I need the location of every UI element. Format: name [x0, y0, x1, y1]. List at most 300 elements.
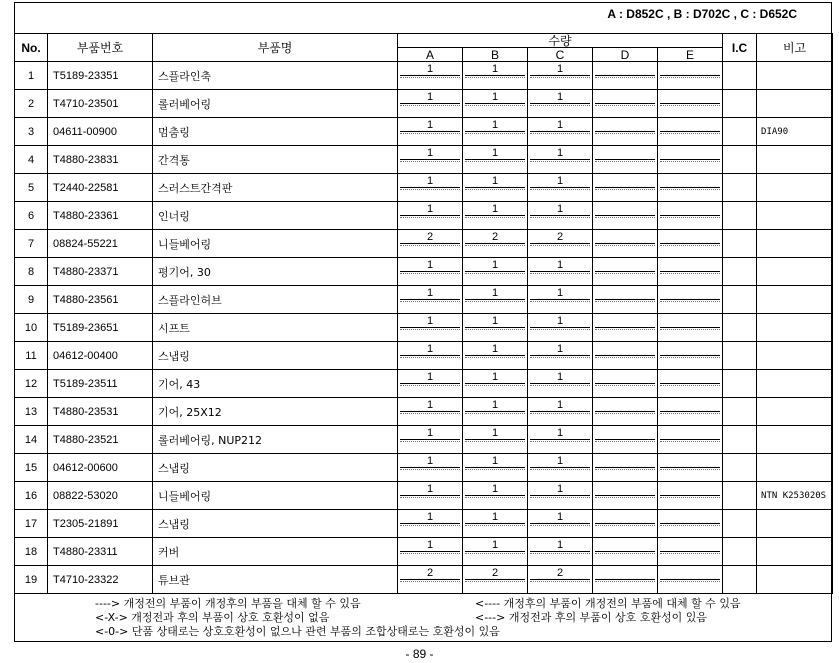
qty-underline	[400, 271, 460, 272]
ic-cell	[723, 118, 757, 146]
qty-dotted-line	[530, 525, 590, 526]
qty-cell-a	[398, 454, 463, 482]
qty-underline	[660, 159, 720, 160]
qty-underline	[465, 159, 525, 160]
row-no-cell: 7	[15, 230, 48, 258]
row-no-cell: 16	[15, 482, 48, 510]
qty-value: 1	[491, 203, 499, 215]
qty-dotted-line	[530, 217, 590, 218]
qty-value: 1	[556, 91, 564, 103]
row-no-cell: 2	[15, 90, 48, 118]
part-name-cell: 인너링	[153, 202, 398, 230]
remark-cell	[757, 258, 833, 286]
table-row	[15, 454, 833, 482]
qty-dotted-line	[595, 469, 655, 470]
header-ic: I.C	[723, 34, 757, 62]
qty-cell-e	[658, 342, 723, 370]
row-no-cell: 19	[15, 566, 48, 594]
qty-value: 1	[491, 63, 499, 75]
part-number-cell: T4880-23561	[48, 286, 153, 314]
qty-cell-b	[463, 230, 528, 258]
qty-value: 2	[426, 231, 434, 243]
header-remark: 비고	[757, 34, 833, 62]
row-no-cell: 5	[15, 174, 48, 202]
qty-dotted-line	[660, 329, 720, 330]
qty-cell-e	[658, 202, 723, 230]
qty-dotted-line	[660, 161, 720, 162]
remark-cell	[757, 566, 833, 594]
qty-cell-c	[528, 146, 593, 174]
qty-value: 1	[426, 175, 434, 187]
qty-cell-c	[528, 510, 593, 538]
qty-dotted-line	[400, 413, 460, 414]
qty-value: 1	[556, 455, 564, 467]
qty-underline	[465, 523, 525, 524]
qty-underline	[595, 495, 655, 496]
qty-dotted-line	[530, 329, 590, 330]
qty-dotted-line	[530, 357, 590, 358]
qty-value: 1	[556, 483, 564, 495]
qty-value: 1	[556, 511, 564, 523]
qty-dotted-line	[660, 273, 720, 274]
qty-value: 1	[491, 539, 499, 551]
qty-value: 1	[491, 483, 499, 495]
qty-dotted-line	[400, 329, 460, 330]
qty-dotted-line	[530, 161, 590, 162]
header-no: No.	[15, 34, 48, 62]
qty-value: 1	[426, 315, 434, 327]
qty-dotted-line	[400, 525, 460, 526]
qty-underline	[530, 495, 590, 496]
qty-dotted-line	[530, 133, 590, 134]
part-number-cell: 04612-00600	[48, 454, 153, 482]
row-no-cell: 8	[15, 258, 48, 286]
qty-cell-e	[658, 482, 723, 510]
ic-cell	[723, 454, 757, 482]
part-name-cell: 평기어, 30	[153, 258, 398, 286]
qty-underline	[660, 327, 720, 328]
qty-dotted-line	[530, 553, 590, 554]
qty-dotted-line	[400, 105, 460, 106]
qty-value: 1	[556, 399, 564, 411]
qty-cell-d	[593, 370, 658, 398]
qty-dotted-line	[465, 357, 525, 358]
part-name-cell: 롤러베어링, NUP212	[153, 426, 398, 454]
qty-cell-c	[528, 62, 593, 90]
legend-line: <---> 개정전과 후의 부품이 상호 호환성이 있음	[475, 611, 707, 624]
qty-value: 1	[556, 203, 564, 215]
part-number-cell: T5189-23511	[48, 370, 153, 398]
qty-cell-d	[593, 314, 658, 342]
table-row	[15, 118, 833, 146]
qty-underline	[595, 103, 655, 104]
legend-line: ----> 개정전의 부품이 개정후의 부품을 대체 할 수 있음	[95, 597, 361, 610]
qty-underline	[660, 187, 720, 188]
qty-cell-b	[463, 258, 528, 286]
qty-cell-a	[398, 90, 463, 118]
qty-value: 1	[426, 371, 434, 383]
table-row	[15, 258, 833, 286]
qty-cell-e	[658, 454, 723, 482]
qty-cell-d	[593, 230, 658, 258]
ic-cell	[723, 62, 757, 90]
qty-cell-c	[528, 314, 593, 342]
table-row	[15, 286, 833, 314]
part-number-cell: T2440-22581	[48, 174, 153, 202]
qty-dotted-line	[465, 497, 525, 498]
qty-value: 1	[556, 175, 564, 187]
header-col-b: B	[463, 48, 528, 62]
qty-underline	[400, 75, 460, 76]
part-name-cell: 스플라인허브	[153, 286, 398, 314]
qty-underline	[530, 383, 590, 384]
qty-cell-b	[463, 62, 528, 90]
qty-dotted-line	[465, 133, 525, 134]
qty-dotted-line	[660, 105, 720, 106]
table-row	[15, 482, 833, 510]
part-number-cell: T4880-23361	[48, 202, 153, 230]
qty-dotted-line	[660, 133, 720, 134]
qty-value: 1	[491, 287, 499, 299]
remark-cell	[757, 398, 833, 426]
qty-value: 1	[426, 203, 434, 215]
qty-underline	[530, 187, 590, 188]
qty-value: 1	[556, 315, 564, 327]
qty-cell-e	[658, 62, 723, 90]
qty-dotted-line	[595, 553, 655, 554]
qty-cell-d	[593, 174, 658, 202]
qty-underline	[595, 243, 655, 244]
qty-dotted-line	[400, 385, 460, 386]
part-number-cell: 08824-55221	[48, 230, 153, 258]
qty-dotted-line	[465, 385, 525, 386]
qty-underline	[530, 215, 590, 216]
qty-cell-d	[593, 342, 658, 370]
qty-value: 1	[491, 455, 499, 467]
qty-cell-e	[658, 286, 723, 314]
qty-underline	[530, 411, 590, 412]
qty-value: 1	[491, 427, 499, 439]
model-legend: A : D852C , B : D702C , C : D652C	[607, 7, 797, 21]
qty-dotted-line	[465, 189, 525, 190]
qty-underline	[660, 495, 720, 496]
qty-dotted-line	[595, 329, 655, 330]
qty-value: 2	[426, 567, 434, 579]
row-no-cell: 9	[15, 286, 48, 314]
qty-value: 1	[426, 455, 434, 467]
qty-value: 1	[491, 119, 499, 131]
qty-cell-e	[658, 398, 723, 426]
qty-cell-e	[658, 538, 723, 566]
qty-underline	[465, 271, 525, 272]
remark-cell: DIA90	[757, 118, 833, 146]
qty-underline	[595, 579, 655, 580]
qty-dotted-line	[465, 469, 525, 470]
qty-underline	[595, 187, 655, 188]
qty-cell-c	[528, 202, 593, 230]
qty-value: 1	[491, 511, 499, 523]
qty-underline	[595, 299, 655, 300]
ic-cell	[723, 426, 757, 454]
qty-cell-d	[593, 90, 658, 118]
qty-cell-e	[658, 566, 723, 594]
table-row	[15, 314, 833, 342]
qty-underline	[465, 439, 525, 440]
qty-dotted-line	[530, 413, 590, 414]
qty-dotted-line	[660, 217, 720, 218]
table-row	[15, 370, 833, 398]
qty-underline	[595, 355, 655, 356]
header-col-d: D	[593, 48, 658, 62]
qty-dotted-line	[400, 581, 460, 582]
qty-dotted-line	[465, 245, 525, 246]
row-no-cell: 6	[15, 202, 48, 230]
qty-value: 1	[426, 287, 434, 299]
qty-value: 1	[556, 259, 564, 271]
qty-underline	[465, 579, 525, 580]
qty-dotted-line	[595, 161, 655, 162]
table-row	[15, 146, 833, 174]
qty-underline	[660, 271, 720, 272]
qty-underline	[465, 355, 525, 356]
remark-cell	[757, 230, 833, 258]
qty-value: 1	[556, 371, 564, 383]
ic-cell	[723, 510, 757, 538]
qty-cell-e	[658, 314, 723, 342]
qty-value: 1	[491, 315, 499, 327]
qty-cell-d	[593, 62, 658, 90]
legend-line: <-X-> 개정전과 후의 부품이 상호 호환성이 없음	[95, 611, 330, 624]
qty-dotted-line	[660, 357, 720, 358]
part-number-cell: 04612-00400	[48, 342, 153, 370]
qty-dotted-line	[465, 553, 525, 554]
qty-dotted-line	[660, 581, 720, 582]
qty-dotted-line	[530, 385, 590, 386]
qty-cell-a	[398, 342, 463, 370]
qty-value: 1	[426, 119, 434, 131]
qty-underline	[530, 439, 590, 440]
part-name-cell: 간격통	[153, 146, 398, 174]
row-no-cell: 1	[15, 62, 48, 90]
qty-cell-d	[593, 566, 658, 594]
qty-value: 1	[491, 399, 499, 411]
qty-underline	[530, 243, 590, 244]
qty-cell-c	[528, 482, 593, 510]
remark-cell	[757, 342, 833, 370]
part-number-cell: T5189-23651	[48, 314, 153, 342]
ic-cell	[723, 398, 757, 426]
row-no-cell: 18	[15, 538, 48, 566]
qty-underline	[465, 131, 525, 132]
remark-cell	[757, 90, 833, 118]
qty-dotted-line	[400, 469, 460, 470]
qty-cell-c	[528, 342, 593, 370]
qty-underline	[400, 495, 460, 496]
qty-cell-b	[463, 314, 528, 342]
qty-dotted-line	[465, 77, 525, 78]
qty-underline	[530, 103, 590, 104]
qty-dotted-line	[660, 245, 720, 246]
qty-underline	[660, 215, 720, 216]
row-no-cell: 15	[15, 454, 48, 482]
qty-dotted-line	[400, 77, 460, 78]
qty-value: 1	[491, 91, 499, 103]
qty-dotted-line	[400, 441, 460, 442]
qty-dotted-line	[595, 189, 655, 190]
qty-dotted-line	[400, 217, 460, 218]
part-number-cell: 04611-00900	[48, 118, 153, 146]
part-name-cell: 스냅링	[153, 510, 398, 538]
ic-cell	[723, 174, 757, 202]
qty-dotted-line	[595, 441, 655, 442]
qty-dotted-line	[465, 301, 525, 302]
qty-underline	[400, 243, 460, 244]
part-name-cell: 커버	[153, 538, 398, 566]
part-number-cell: T4880-23531	[48, 398, 153, 426]
qty-cell-b	[463, 370, 528, 398]
part-number-cell: T4710-23501	[48, 90, 153, 118]
qty-dotted-line	[400, 357, 460, 358]
qty-cell-a	[398, 230, 463, 258]
qty-underline	[530, 159, 590, 160]
qty-dotted-line	[595, 497, 655, 498]
qty-underline	[595, 271, 655, 272]
qty-value: 2	[491, 231, 499, 243]
qty-value: 1	[491, 371, 499, 383]
qty-underline	[400, 439, 460, 440]
qty-value: 1	[426, 259, 434, 271]
qty-dotted-line	[595, 133, 655, 134]
qty-cell-a	[398, 398, 463, 426]
qty-dotted-line	[660, 385, 720, 386]
qty-underline	[465, 103, 525, 104]
qty-dotted-line	[465, 413, 525, 414]
qty-dotted-line	[595, 273, 655, 274]
table-row	[15, 202, 833, 230]
header-col-a: A	[398, 48, 463, 62]
qty-dotted-line	[660, 189, 720, 190]
remark-cell	[757, 286, 833, 314]
qty-cell-d	[593, 118, 658, 146]
qty-underline	[660, 411, 720, 412]
qty-value: 1	[556, 539, 564, 551]
qty-cell-b	[463, 566, 528, 594]
qty-value: 2	[556, 567, 564, 579]
qty-cell-a	[398, 286, 463, 314]
ic-cell	[723, 230, 757, 258]
qty-underline	[530, 355, 590, 356]
qty-cell-d	[593, 426, 658, 454]
ic-cell	[723, 342, 757, 370]
table-row	[15, 538, 833, 566]
qty-underline	[400, 159, 460, 160]
header-col-e: E	[658, 48, 723, 62]
part-number-cell: T4710-23322	[48, 566, 153, 594]
qty-value: 1	[426, 539, 434, 551]
qty-dotted-line	[530, 245, 590, 246]
qty-dotted-line	[595, 77, 655, 78]
part-number-cell: T4880-23521	[48, 426, 153, 454]
qty-dotted-line	[660, 553, 720, 554]
qty-underline	[660, 467, 720, 468]
qty-cell-b	[463, 426, 528, 454]
qty-underline	[595, 159, 655, 160]
remark-cell	[757, 426, 833, 454]
table-row	[15, 90, 833, 118]
qty-value: 1	[491, 147, 499, 159]
qty-underline	[400, 411, 460, 412]
qty-dotted-line	[400, 161, 460, 162]
legend-line: <-0-> 단품 상태로는 상호호환성이 없으나 관련 부품의 조합상태로는 호환성이 있음	[95, 625, 500, 638]
qty-value: 1	[491, 259, 499, 271]
qty-cell-e	[658, 370, 723, 398]
qty-cell-e	[658, 426, 723, 454]
qty-underline	[465, 187, 525, 188]
qty-dotted-line	[400, 301, 460, 302]
qty-value: 1	[556, 119, 564, 131]
ic-cell	[723, 370, 757, 398]
part-name-cell: 스러스트간격판	[153, 174, 398, 202]
qty-value: 2	[556, 231, 564, 243]
parts-table-body	[15, 62, 833, 594]
qty-cell-c	[528, 538, 593, 566]
qty-dotted-line	[530, 77, 590, 78]
row-no-cell: 11	[15, 342, 48, 370]
qty-cell-b	[463, 146, 528, 174]
qty-dotted-line	[400, 189, 460, 190]
part-name-cell: 스플라인축	[153, 62, 398, 90]
qty-cell-e	[658, 258, 723, 286]
qty-value: 1	[491, 343, 499, 355]
qty-underline	[595, 411, 655, 412]
part-name-cell: 스냅링	[153, 342, 398, 370]
row-no-cell: 17	[15, 510, 48, 538]
qty-dotted-line	[465, 273, 525, 274]
part-name-cell: 니들베어링	[153, 482, 398, 510]
qty-dotted-line	[400, 553, 460, 554]
qty-cell-d	[593, 286, 658, 314]
qty-dotted-line	[465, 161, 525, 162]
ic-cell	[723, 538, 757, 566]
part-name-cell: 튜브관	[153, 566, 398, 594]
part-name-cell: 멈춤링	[153, 118, 398, 146]
part-name-cell: 니들베어링	[153, 230, 398, 258]
qty-dotted-line	[595, 525, 655, 526]
part-name-cell: 스냅링	[153, 454, 398, 482]
qty-dotted-line	[400, 133, 460, 134]
qty-value: 1	[556, 287, 564, 299]
qty-value: 1	[426, 399, 434, 411]
qty-cell-c	[528, 454, 593, 482]
remark-cell	[757, 510, 833, 538]
ic-cell	[723, 314, 757, 342]
header-qty: 수량	[398, 34, 723, 48]
remark-cell	[757, 146, 833, 174]
qty-cell-c	[528, 118, 593, 146]
qty-underline	[530, 579, 590, 580]
ic-cell	[723, 482, 757, 510]
qty-cell-d	[593, 510, 658, 538]
qty-cell-a	[398, 426, 463, 454]
qty-underline	[465, 495, 525, 496]
qty-dotted-line	[595, 301, 655, 302]
remark-cell	[757, 314, 833, 342]
qty-value: 1	[426, 63, 434, 75]
qty-cell-e	[658, 90, 723, 118]
qty-underline	[660, 75, 720, 76]
qty-value: 1	[426, 427, 434, 439]
qty-underline	[530, 551, 590, 552]
